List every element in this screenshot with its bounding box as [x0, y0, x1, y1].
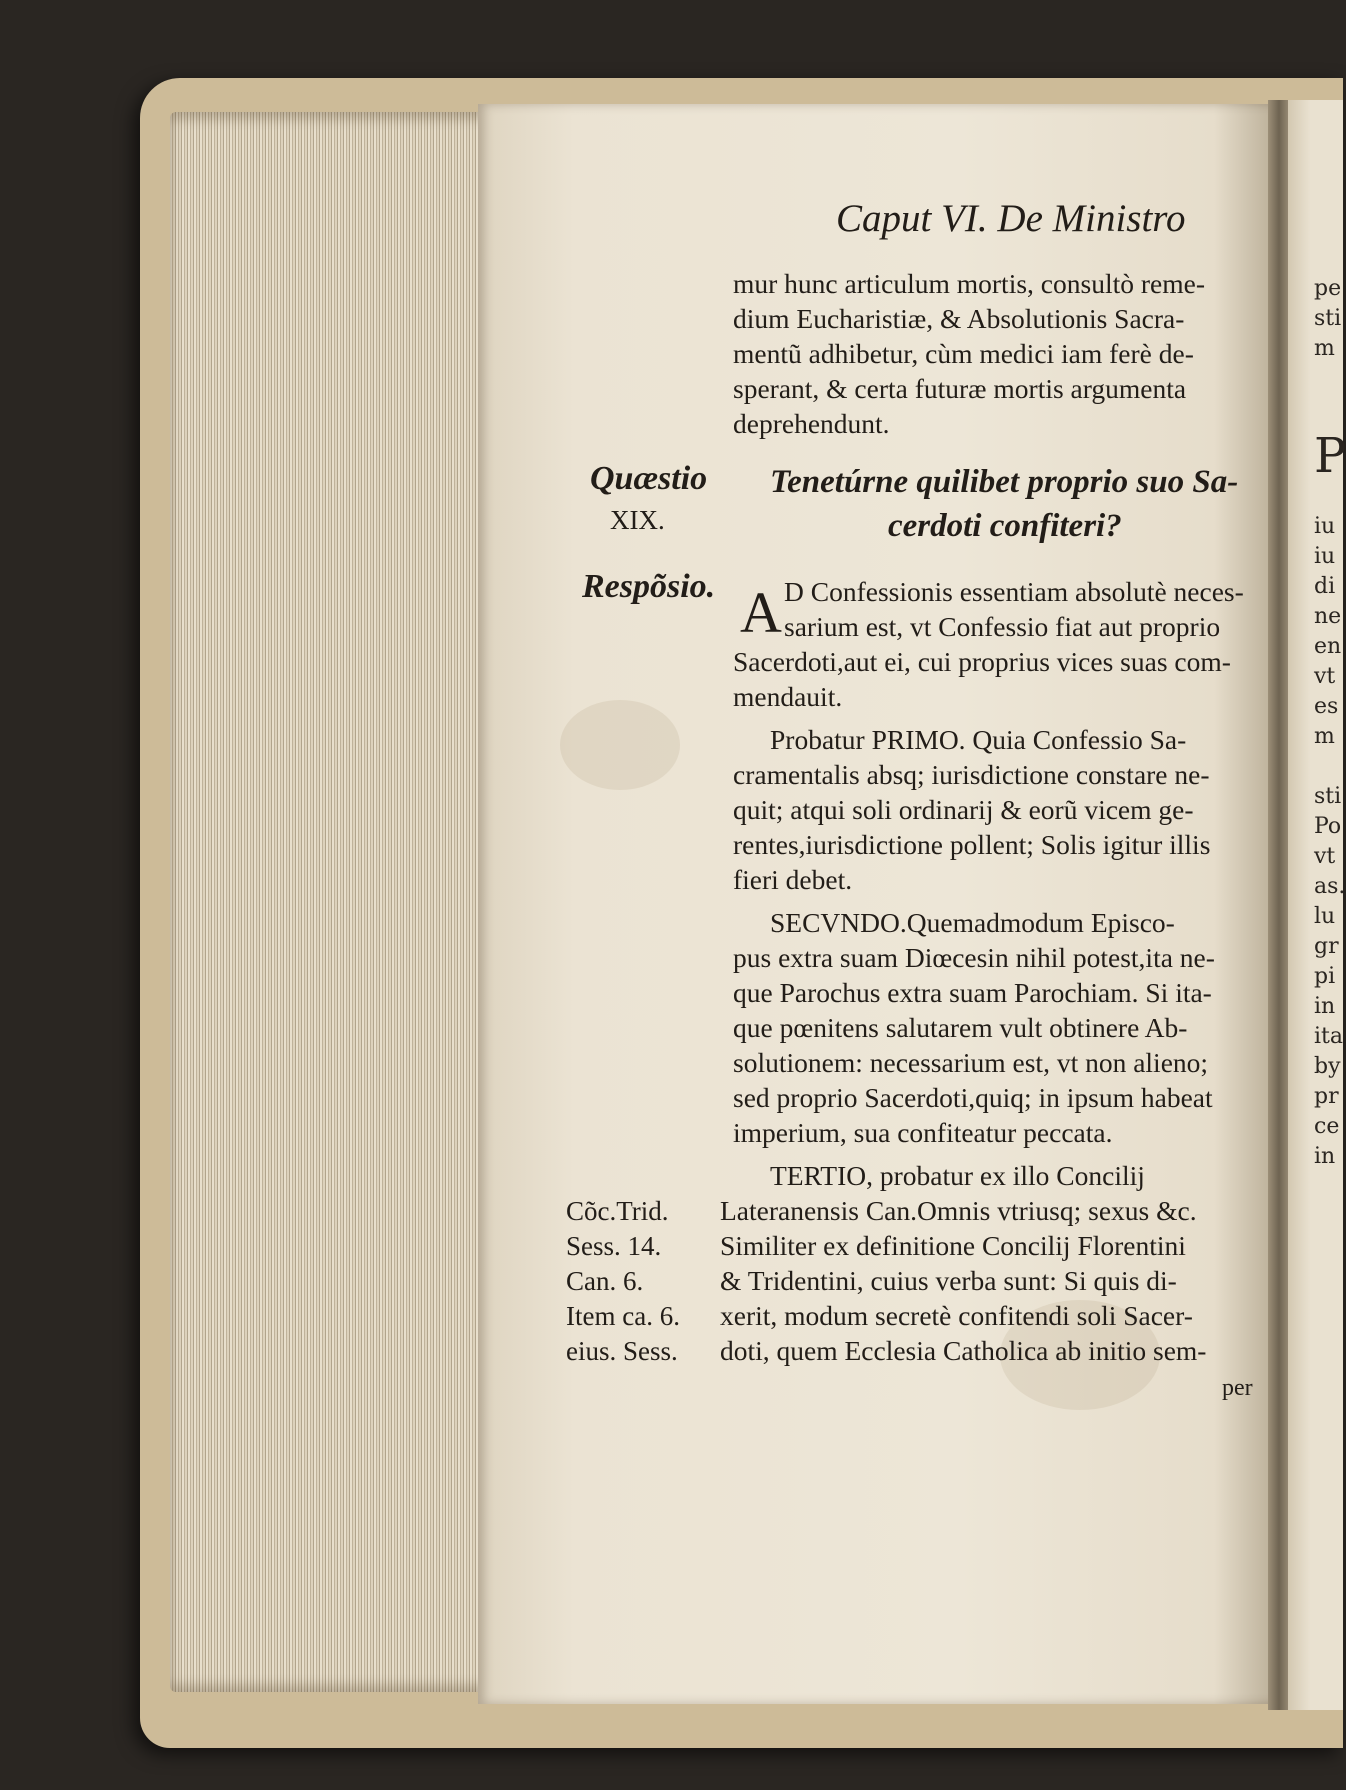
fragment-line: by [1314, 1054, 1341, 1079]
drop-capital: A [740, 580, 782, 645]
margin-citation: Can. 6. [566, 1266, 644, 1296]
fragment-line: m [1314, 724, 1335, 749]
fragment-line: vt [1314, 664, 1336, 689]
text-line: Lateranensis Can.Omnis vtriusq; sexus &c. [720, 1195, 1197, 1226]
fragment-line: pi [1314, 964, 1336, 989]
text-line: que pœnitens salutarem vult obtinere Ab- [733, 1012, 1188, 1043]
right-page-fragment [1288, 100, 1346, 1710]
text-line: SECVNDO.Quemadmodum Episco- [770, 907, 1175, 938]
fragment-line: pr [1314, 1084, 1339, 1109]
fragment-line: m [1314, 336, 1335, 361]
margin-citation: Cõc.Trid. [566, 1196, 669, 1226]
text-line: Similiter ex definitione Concilij Florentini [720, 1230, 1186, 1261]
text-line: fieri debet. [733, 864, 853, 895]
page-edges [170, 112, 490, 1692]
fragment-line: pe [1314, 276, 1342, 301]
text-line: mendauit. [733, 681, 843, 712]
text-line: rentes,iurisdictione pollent; Solis igitur illis [733, 829, 1211, 860]
question-number: XIX. [610, 505, 665, 535]
text-line: imperium, sua confiteatur peccata. [733, 1117, 1113, 1148]
text-line: solutionem: necessarium est, vt non alieno; [733, 1047, 1209, 1078]
text-line: cramentalis absq; iurisdictione constare ne- [733, 759, 1210, 790]
fragment-line: es [1314, 694, 1339, 719]
fragment-line: Po [1314, 814, 1342, 839]
text-line: Sacerdoti,aut ei, cui proprius vices suas com- [733, 646, 1231, 677]
margin-citation: Item ca. 6. [566, 1301, 680, 1331]
text-line: D Confessionis essentiam absolutè neces- [784, 576, 1244, 607]
text-line: que Parochus extra suam Parochiam. Si ita- [733, 977, 1212, 1008]
fragment-line: in [1314, 994, 1336, 1019]
fragment-line: sti [1314, 784, 1342, 809]
fragment-line: as. [1314, 874, 1346, 899]
fragment-line: ne [1314, 604, 1342, 629]
text-line: mur hunc articulum mortis, consultò reme- [733, 268, 1205, 299]
catchword: per [1222, 1375, 1253, 1401]
question-label: Quæstio [590, 460, 708, 497]
fragment-line: iu [1314, 544, 1336, 569]
text-line: sperant, & certa futuræ mortis argumenta [733, 373, 1187, 404]
response-label: Respõsio. [582, 568, 716, 605]
question-heading: cerdoti confiteri? [888, 508, 1122, 544]
fragment-line: ita [1314, 1024, 1343, 1049]
text-line: TERTIO, probatur ex illo Concilij [770, 1160, 1145, 1191]
text-line: dium Eucharistiæ, & Absolutionis Sacra- [733, 303, 1185, 334]
fragment-initial: P [1314, 428, 1346, 484]
text-line: sed proprio Sacerdoti,quiq; in ipsum habeat [733, 1082, 1213, 1113]
fragment-line: in [1314, 1144, 1336, 1169]
fragment-line: en [1314, 634, 1342, 659]
text-line: & Tridentini, cuius verba sunt: Si quis di- [720, 1265, 1177, 1296]
fragment-line: lu [1314, 904, 1336, 929]
text-line: xerit, modum secretè confitendi soli Sacer- [720, 1300, 1193, 1331]
text-line: sarium est, vt Confessio fiat aut proprio [784, 611, 1221, 642]
text-line: deprehendunt. [733, 408, 890, 439]
text-line: quit; atqui soli ordinarij & eorũ vicem ge- [733, 794, 1194, 825]
text-line: pus extra suam Diœcesin nihil potest,ita ne- [733, 942, 1215, 973]
running-head: Caput VI. De Ministro [836, 197, 1186, 240]
gutter [1268, 100, 1290, 1710]
fragment-line: ce [1314, 1114, 1340, 1139]
fragment-line: vt [1314, 844, 1336, 869]
fragment-line: gr [1314, 934, 1339, 959]
margin-citation: Sess. 14. [566, 1231, 662, 1261]
fragment-line: iu [1314, 514, 1336, 539]
text-line: mentũ adhibetur, cùm medici iam ferè de- [733, 338, 1194, 369]
text-line: Probatur PRIMO. Quia Confessio Sa- [770, 724, 1187, 755]
text-line: doti, quem Ecclesia Catholica ab initio sem- [720, 1335, 1207, 1366]
page-stain [560, 700, 680, 790]
margin-citation: eius. Sess. [566, 1336, 678, 1366]
question-heading: Tenetúrne quilibet proprio suo Sa- [770, 464, 1239, 500]
fragment-line: sti [1314, 306, 1342, 331]
fragment-line: di [1314, 574, 1336, 599]
